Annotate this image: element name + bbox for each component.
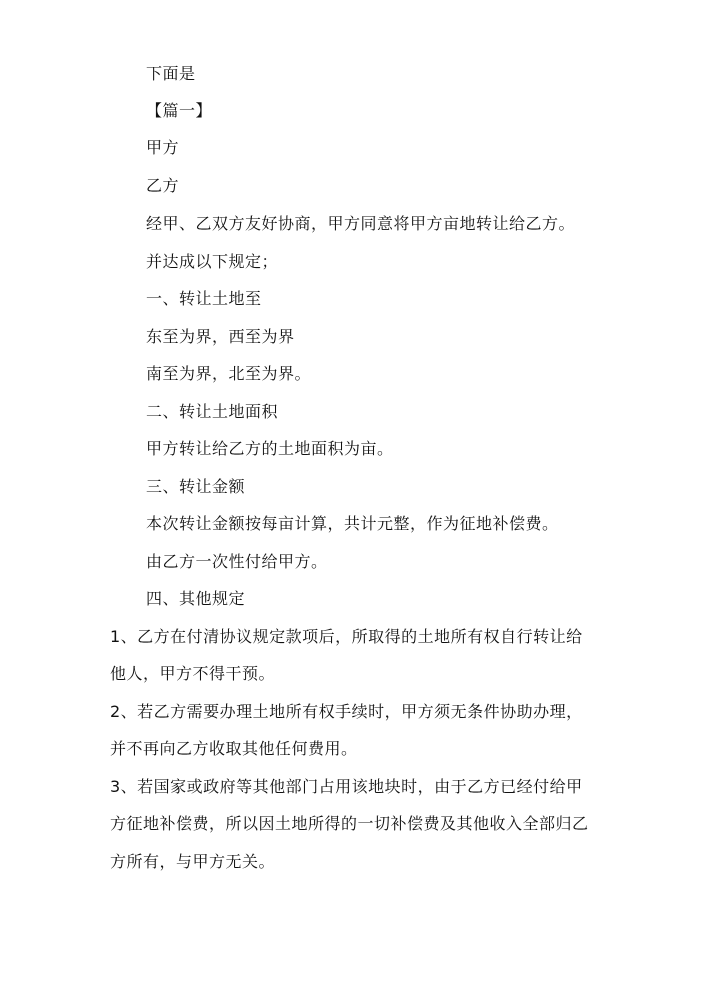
clause-text: 本次转让金额按每亩计算，共计元整，作为征地补偿费。: [146, 514, 559, 533]
numbered-item: 2、若乙方需要办理土地所有权手续时，甲方须无条件协助办理，: [110, 702, 583, 721]
clause-heading: 二、转让土地面积: [146, 402, 279, 421]
clause-text: 甲方转让给乙方的土地面积为亩。: [146, 439, 394, 458]
clause-heading: 四、其他规定: [146, 589, 246, 608]
party-b-label: 乙方: [146, 176, 180, 195]
numbered-item-cont: 他人，甲方不得干预。: [110, 664, 276, 683]
numbered-item: 1、乙方在付清协议规定款项后，所取得的土地所有权自行转让给: [110, 627, 583, 646]
clause-text: 由乙方一次性付给甲方。: [146, 552, 328, 571]
party-a-label: 甲方: [146, 138, 180, 157]
numbered-item-cont: 方所有，与甲方无关。: [110, 852, 276, 871]
numbered-item-cont: 方征地补偿费，所以因土地所得的一切补偿费及其他收入全部归乙: [110, 814, 589, 833]
numbered-item-cont: 并不再向乙方收取其他任何费用。: [110, 739, 358, 758]
intro-line: 下面是: [146, 64, 196, 83]
section-heading: 【篇一】: [146, 101, 213, 120]
boundary-line: 东至为界，西至为界: [146, 327, 295, 346]
boundary-line: 南至为界，北至为界。: [146, 364, 312, 383]
numbered-item: 3、若国家或政府等其他部门占用该地块时，由于乙方已经付给甲: [110, 777, 583, 796]
clause-heading: 一、转让土地至: [146, 289, 262, 308]
agreement-paragraph: 并达成以下规定；: [146, 252, 279, 271]
clause-heading: 三、转让金额: [146, 477, 246, 496]
agreement-paragraph: 经甲、乙双方友好协商，甲方同意将甲方亩地转让给乙方。: [146, 214, 576, 233]
